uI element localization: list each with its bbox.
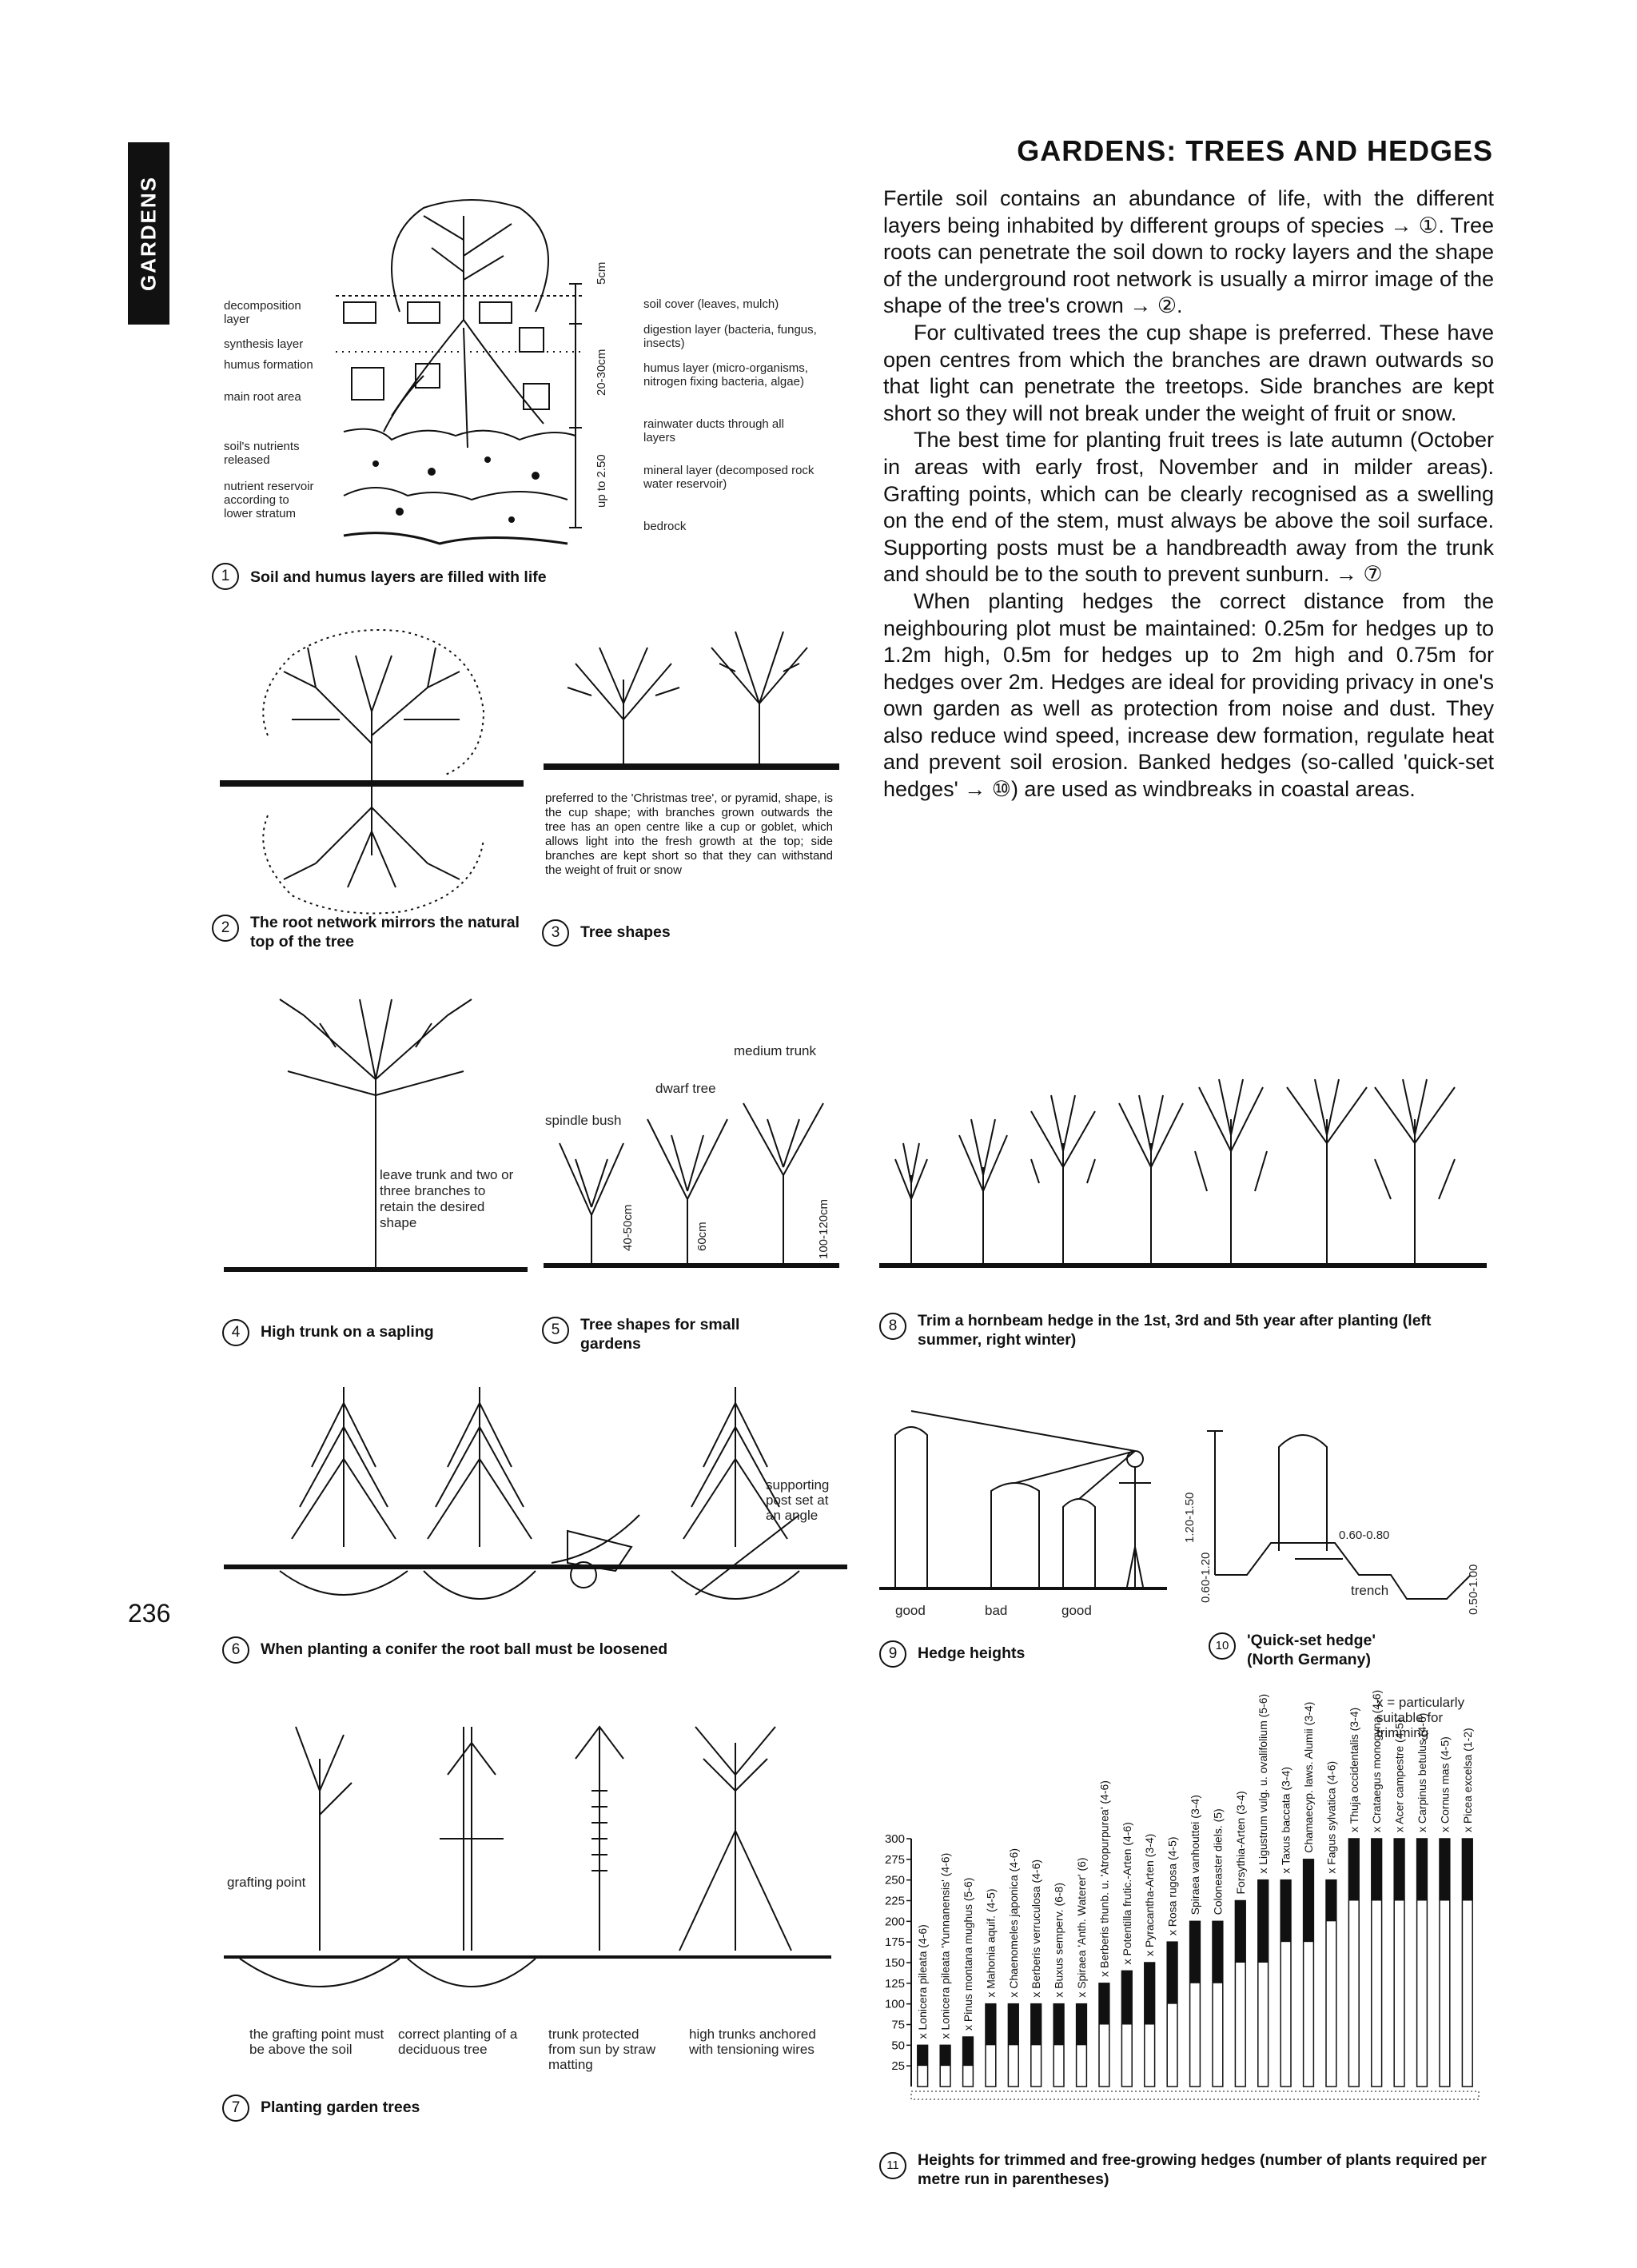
fig1-left-label: synthesis layer	[224, 337, 304, 351]
fig6-note: supporting post set at an angle	[766, 1477, 830, 1523]
soil-layers-illustration	[328, 192, 599, 568]
fig7-caption-text: the grafting point must be above the soil	[249, 2027, 384, 2057]
fig1-caption: 1 Soil and humus layers are filled with life	[212, 561, 547, 590]
chart-legend-note: x = particularly suitable for trimming	[1376, 1695, 1465, 1740]
paragraph: For cultivated trees the cup shape is preferred. These have open centres from which the branches are drawn outwards so that light can penetrate the treetops. Side branches are kept short so they will not break under the weight of fruit or snow.	[883, 320, 1494, 425]
bar-trimmed	[1167, 1942, 1177, 2004]
fig5-label: dwarf tree	[655, 1081, 716, 1096]
fig1-left-label: main root area	[224, 390, 301, 404]
fig10-label: trench	[1351, 1583, 1389, 1598]
paragraph: Fertile soil contains an abundance of life, with the different layers being inhabited by different groups of species → ①. Tree roots can penetrate the soil down to rocky layers and the shape of the underground root network is usually a mirror image of the shape of the tree's crown → ②.	[883, 186, 1494, 318]
fig1-dim: up to 2.50	[595, 454, 608, 508]
figure-number: 10	[1209, 1632, 1236, 1660]
bar-trimmed	[986, 2004, 996, 2046]
fig10-dim: 1.20-1.50	[1183, 1492, 1197, 1543]
body-text	[883, 185, 1494, 803]
category-label: x Lonicera pileata (4-6)	[916, 1924, 930, 2039]
bar-trimmed	[1417, 1839, 1428, 1901]
fig7-caption: 7 Planting garden trees	[222, 2093, 420, 2122]
y-tick-label: 275	[884, 1852, 905, 1867]
figure-number: 7	[222, 2095, 249, 2122]
root-network-tree-illustration	[220, 624, 524, 919]
category-label: x Chaenomeles japonica (4-6)	[1006, 1847, 1020, 1998]
bar-trimmed	[1077, 2004, 1087, 2046]
hedge-heights-illustration	[879, 1403, 1167, 1599]
bar-trimmed	[1394, 1839, 1404, 1901]
category-label: x Thuja occidentalis (3-4)	[1347, 1707, 1360, 1832]
y-tick-label: 50	[891, 2039, 905, 2053]
category-label: x Ligustrum vulg. u. ovalifolium (5-6)	[1257, 1693, 1270, 1874]
category-label: x Lonicera pileata 'Yunnanensis' (4-6)	[938, 1852, 952, 2039]
fig5-caption: 5 Tree shapes for small gardens	[542, 1315, 798, 1353]
conifer-planting-illustration	[224, 1371, 847, 1635]
category-label: Coloneaster diels. (5)	[1211, 1808, 1225, 1915]
fig9-label: good	[1061, 1603, 1092, 1618]
tree-shapes-illustration	[544, 616, 839, 783]
bar-trimmed	[1304, 1859, 1314, 1942]
bar-trimmed	[1440, 1839, 1450, 1901]
y-tick-label: 300	[884, 1832, 905, 1846]
fig3-note: preferred to the 'Christmas tree', or pyramid, shape, is the cup shape; with branches grown outwards the tree has an open centre like a cup or goblet, which allows light into the fresh growth at the top; side branches are kept short so that they can withstand the weight of fruit or snow	[545, 791, 833, 877]
fig2-caption: 2 The root network mirrors the natural top of the tree	[212, 913, 532, 951]
fig1-left-label: decomposition layer	[224, 299, 301, 326]
bar-trimmed	[1190, 1921, 1201, 1983]
y-tick-label: 150	[884, 1956, 905, 1970]
figure-number: 9	[879, 1640, 906, 1668]
fig11-caption: 11 Heights for trimmed and free-growing hedges (number of plants required per metre run in parentheses)	[879, 2150, 1487, 2189]
category-label: Forsythia-Arten (3-4)	[1233, 1791, 1247, 1895]
fig1-dim: 5cm	[595, 261, 608, 285]
category-label: x Taxus baccata (3-4)	[1279, 1767, 1292, 1874]
paragraph: When planting hedges the correct distance from the neighbouring plot must be maintained: 0.25m for hedges up to 1.2m high, 0.5m for hedges up to 2m high and 0.75m for hedges over 2m. Hedges are ideal for providing privacy in one's own garden as well as protection from noise and dust. They also reduce wind speed, increase dew formation, regulate heat and prevent soil erosion. Banked hedges (so-called 'quick-set hedges' → ⑩) are used as windbreaks in coastal areas.	[883, 588, 1494, 802]
y-tick-label: 25	[891, 2059, 905, 2074]
fig3-caption: 3 Tree shapes	[542, 918, 671, 947]
fig1-right-label: digestion layer (bacteria, fungus, insects)	[643, 323, 817, 350]
y-tick-label: 200	[884, 1915, 905, 1929]
category-label: x Berberis thunb. u. 'Atropurpurea' (4-6)	[1097, 1780, 1111, 1977]
category-label: x Mahonia aquif. (4-5)	[984, 1888, 998, 1998]
y-tick-label: 175	[884, 1935, 905, 1950]
bar-trimmed	[1145, 1963, 1155, 2025]
bar-trimmed	[1372, 1839, 1382, 1901]
fig10-caption: 10 'Quick-set hedge' (North Germany)	[1209, 1631, 1400, 1669]
bar-trimmed	[1031, 2004, 1042, 2046]
bar-trimmed	[1281, 1880, 1291, 1943]
bar-trimmed	[1053, 2004, 1064, 2046]
high-trunk-sapling-illustration	[224, 983, 528, 1279]
bar-trimmed	[1348, 1839, 1359, 1901]
fig4-note: leave trunk and two or three branches to retain the desired shape	[380, 1167, 514, 1230]
fig1-left-label: soil's nutrients released	[224, 440, 300, 467]
bar-trimmed	[940, 2045, 950, 2066]
bar-trimmed	[1008, 2004, 1018, 2046]
figure-number: 5	[542, 1317, 569, 1344]
bar-trimmed	[1326, 1880, 1336, 1922]
page-title: GARDENS: TREES AND HEDGES	[1017, 134, 1493, 167]
fig7-label: grafting point	[227, 1875, 306, 1890]
bar-trimmed	[1235, 1901, 1245, 1963]
y-tick-label: 100	[884, 1997, 905, 2011]
bar-trimmed	[1462, 1839, 1472, 1901]
category-label: x Crataegus monogyna (4-6)	[1370, 1689, 1384, 1832]
category-label: x Rosa rugosa (4-5)	[1165, 1836, 1179, 1936]
figure-number: 6	[222, 1636, 249, 1664]
category-label: x Pyracantha-Arten (3-4)	[1143, 1833, 1157, 1956]
category-label: x Buxus semperv. (6-8)	[1052, 1882, 1065, 1998]
y-tick-label: 125	[884, 1976, 905, 1991]
page-number: 236	[128, 1599, 171, 1628]
fig9-caption: 9 Hedge heights	[879, 1639, 1025, 1668]
figure-number: 4	[222, 1319, 249, 1346]
quick-set-hedge-illustration	[1207, 1415, 1487, 1615]
bar-trimmed	[1121, 1971, 1132, 2024]
figure-number: 3	[542, 919, 569, 947]
figure-number: 1	[212, 563, 239, 590]
fig1-left-label: nutrient reservoir according to lower stratum	[224, 480, 314, 520]
category-label: Spiraea vanhouttei (3-4)	[1189, 1795, 1201, 1915]
fig1-right-label: mineral layer (decomposed rock water reservoir)	[643, 464, 815, 491]
planting-garden-trees-illustration	[224, 1711, 831, 2015]
y-tick-label: 225	[884, 1894, 905, 1908]
figure-number: 2	[212, 915, 239, 942]
bar-trimmed	[1213, 1921, 1223, 1983]
figure-number: 8	[879, 1313, 906, 1340]
fig1-right-label: soil cover (leaves, mulch)	[643, 297, 779, 311]
category-label: x Acer campestre (4-5)	[1392, 1719, 1406, 1832]
bar-trimmed	[918, 2045, 928, 2066]
category-label: x Berberis verruculosa (4-6)	[1030, 1859, 1043, 1998]
category-label: x Spiraea 'Anth. Waterer' (6)	[1075, 1857, 1088, 1998]
fig10-dim: 0.60-0.80	[1339, 1529, 1390, 1542]
fig1-right-label: rainwater ducts through all layers	[643, 417, 784, 444]
figure-number: 11	[879, 2152, 906, 2179]
fig1-dim: 20-30cm	[595, 349, 608, 396]
fig7-caption-text: high trunks anchored with tensioning wires	[689, 2027, 816, 2057]
section-tab: GARDENS	[128, 142, 169, 325]
fig7-caption-text: trunk protected from sun by straw matting	[548, 2027, 656, 2072]
y-tick-label: 250	[884, 1873, 905, 1887]
fig1-right-label: bedrock	[643, 520, 687, 533]
category-label: x Carpinus betulus (4-6)	[1416, 1712, 1428, 1832]
category-label: x Potentilla frutic.-Arten (4-6)	[1120, 1822, 1133, 1965]
fig5-dim: 40-50cm	[621, 1204, 635, 1251]
fig9-label: good	[895, 1603, 926, 1618]
category-label: x Picea excelsa (1-2)	[1460, 1728, 1474, 1832]
fig5-dim: 60cm	[695, 1222, 709, 1251]
bar-trimmed	[963, 2037, 974, 2066]
hornbeam-hedge-trim-illustration	[879, 1071, 1487, 1275]
paragraph: The best time for planting fruit trees is late autumn (October in areas with early frost, November and in milder areas). Grafting points, which can be clearly recognised as a swelling on the end of the stem, must always be above the soil surface. Supporting posts must be a handbreadth away from the trunk and should be to the south to prevent sunburn. → ⑦	[883, 428, 1494, 587]
category-label: Chamaecyp. laws. Alumii (3-4)	[1302, 1701, 1315, 1853]
category-label: x Fagus sylvatica (4-6)	[1324, 1760, 1338, 1874]
fig10-dim: 0.50-1.00	[1467, 1564, 1480, 1615]
fig1-right-label: humus layer (micro-organisms, nitrogen fixing bacteria, algae)	[643, 361, 808, 389]
fig5-label: medium trunk	[734, 1043, 816, 1058]
fig7-caption-text: correct planting of a deciduous tree	[398, 2027, 518, 2057]
fig10-dim: 0.60-1.20	[1199, 1552, 1213, 1603]
fig6-caption: 6 When planting a conifer the root ball must be loosened	[222, 1635, 667, 1664]
bar-trimmed	[1258, 1880, 1269, 1963]
category-label: x Cornus mas (4-5)	[1438, 1736, 1452, 1832]
fig1-left-label: humus formation	[224, 358, 313, 372]
fig8-caption: 8 Trim a hornbeam hedge in the 1st, 3rd and 5th year after planting (left summer, right winter)	[879, 1311, 1487, 1349]
ground-strip	[911, 2091, 1479, 2099]
fig4-caption: 4 High trunk on a sapling	[222, 1317, 434, 1346]
fig5-label: spindle bush	[545, 1113, 622, 1128]
bar-trimmed	[1099, 1983, 1109, 2025]
fig9-label: bad	[985, 1603, 1008, 1618]
category-label: x Pinus montana mughus (5-6)	[962, 1877, 974, 2031]
y-tick-label: 75	[891, 2018, 905, 2032]
fig5-dim: 100-120cm	[817, 1198, 830, 1259]
